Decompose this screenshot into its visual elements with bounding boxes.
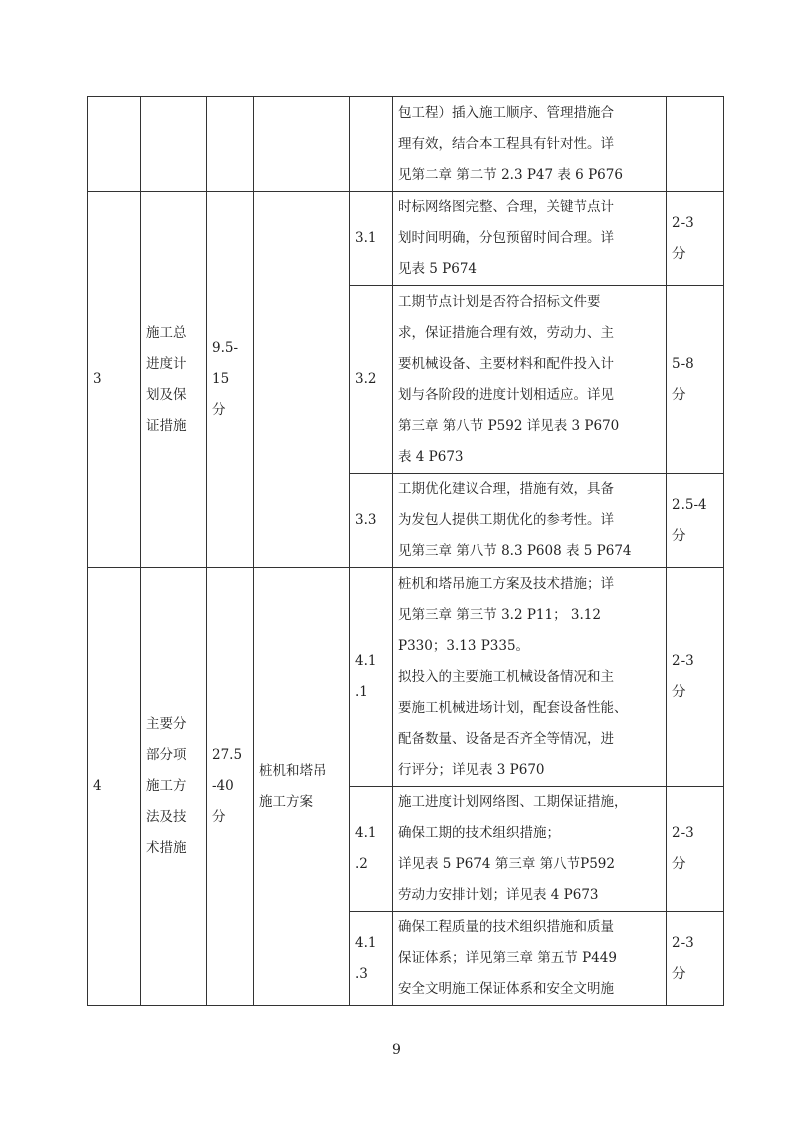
table-row-continued xyxy=(88,97,724,192)
page-number: 9 xyxy=(392,1042,401,1058)
cell-empty xyxy=(667,97,724,192)
row-index: 4 xyxy=(88,568,141,1006)
sub-code: 4.1 .3 xyxy=(350,912,393,1006)
scoring-table xyxy=(87,96,724,1006)
cell-empty xyxy=(207,97,254,192)
sub-description: 确保工程质量的技术组织措施和质量 保证体系；详见第三章 第五节 P449 安全文明施工保证体系和安全文明施 xyxy=(393,912,667,1006)
sub-points: 2.5-4 分 xyxy=(667,474,724,568)
cell-empty xyxy=(254,97,350,192)
cell-description: 包工程）插入施工顺序、管理措施合 理有效，结合本工程具有针对性。详 见第二章 第二节 2.3 P47 表 6 P676 xyxy=(393,97,667,192)
cell-empty xyxy=(88,97,141,192)
table-row xyxy=(88,568,724,787)
cell-empty xyxy=(254,192,350,568)
sub-points: 5-8 分 xyxy=(667,286,724,474)
sub-description: 桩机和塔吊施工方案及技术措施；详 见第三章 第三节 3.2 P11； 3.12 P330；3.13 P335。 拟投入的主要施工机械设备情况和主 要施工机械进场计划，配套设备性能、 配备数量、设备是否齐全等情况，进 行评分；详见表 3 P670 xyxy=(393,568,667,787)
item-score: 27.5 -40 分 xyxy=(207,568,254,1006)
sub-code: 3.3 xyxy=(350,474,393,568)
sub-description: 工期优化建议合理，措施有效，具备 为发包人提供工期优化的参考性。详 见第三章 第八节 8.3 P608 表 5 P674 xyxy=(393,474,667,568)
scheme-name: 桩机和塔吊 施工方案 xyxy=(254,568,350,1006)
cell-empty xyxy=(141,97,207,192)
cell-empty xyxy=(350,97,393,192)
sub-points: 2-3 分 xyxy=(667,787,724,912)
sub-code: 4.1 .1 xyxy=(350,568,393,787)
sub-code: 4.1 .2 xyxy=(350,787,393,912)
item-score: 9.5- 15 分 xyxy=(207,192,254,568)
table-row xyxy=(88,192,724,286)
sub-points: 2-3 分 xyxy=(667,568,724,787)
sub-code: 3.1 xyxy=(350,192,393,286)
sub-description: 工期节点计划是否符合招标文件要 求，保证措施合理有效，劳动力、主 要机械设备、主要材料和配件投入计 划与各阶段的进度计划相适应。详见 第三章 第八节 P592 详见表 3 P670 表 4 P673 xyxy=(393,286,667,474)
sub-code: 3.2 xyxy=(350,286,393,474)
item-title: 主要分 部分项 施工方 法及技 术措施 xyxy=(141,568,207,1006)
sub-points: 2-3 分 xyxy=(667,192,724,286)
sub-description: 时标网络图完整、合理，关键节点计 划时间明确，分包预留时间合理。详 见表 5 P674 xyxy=(393,192,667,286)
sub-description: 施工进度计划网络图、工期保证措施， 确保工期的技术组织措施； 详见表 5 P674 第三章 第八节P592 劳动力安排计划；详见表 4 P673 xyxy=(393,787,667,912)
sub-points: 2-3 分 xyxy=(667,912,724,1006)
row-index: 3 xyxy=(88,192,141,568)
item-title: 施工总 进度计 划及保 证措施 xyxy=(141,192,207,568)
